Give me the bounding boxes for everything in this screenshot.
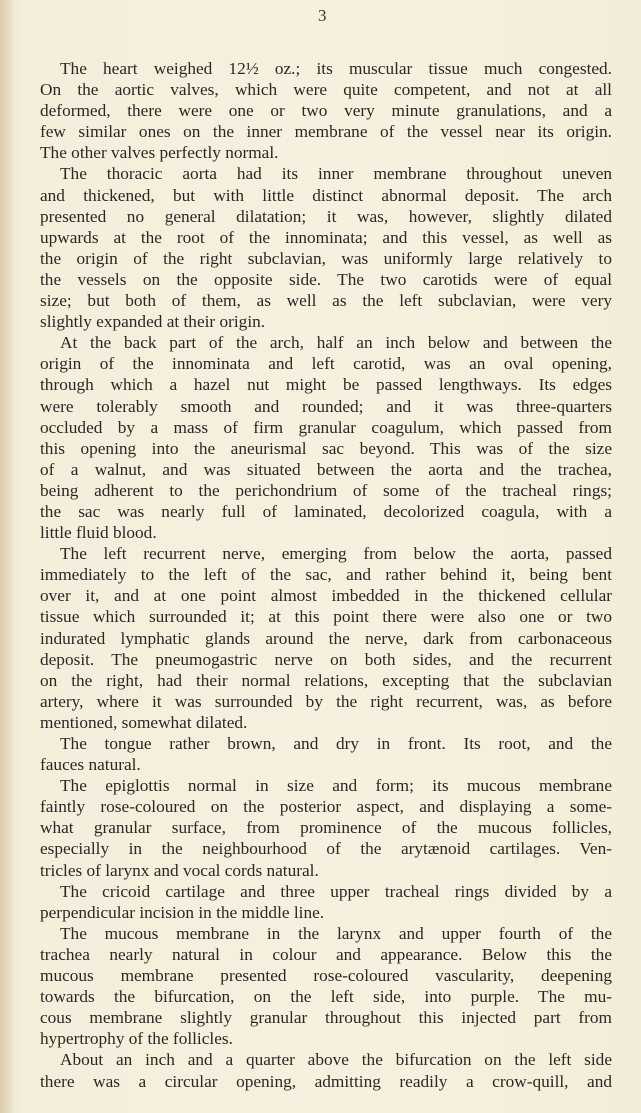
text-line: The cricoid cartilage and three upper tracheal rings divided by a [60, 881, 612, 901]
text-line: cous membrane slightly granular throughout this injected part from [40, 1008, 612, 1028]
text-line: few similar ones on the inner membrane of the vessel near its origin. [40, 122, 612, 142]
text-line: tricles of larynx and vocal cords natural. [40, 860, 319, 880]
text-line: slightly expanded at their origin. [40, 312, 266, 332]
text-line: The thoracic aorta had its inner membrane throughout uneven [60, 164, 612, 184]
binding-shadow [0, 0, 14, 1113]
page-number: 3 [318, 6, 327, 25]
text-line: deformed, there were one or two very minute granulations, and a [40, 101, 612, 121]
text-line: The left recurrent nerve, emerging from below the aorta, passed [60, 544, 612, 564]
body-text [40, 58, 612, 1092]
text-line: The other valves perfectly normal. [40, 143, 279, 163]
text-line: over it, and at one point almost imbedded in the thickened cellular [40, 586, 612, 606]
text-line: what granular surface, from prominence of the mucous follicles, [40, 818, 612, 838]
text-line: The mucous membrane in the larynx and upper fourth of the [60, 923, 612, 943]
paragraph [40, 1049, 612, 1091]
text-line: upwards at the root of the innominata; and this vessel, as well as [40, 227, 612, 247]
text-line: deposit. The pneumogastric nerve on both sides, and the recurrent [40, 649, 612, 669]
text-line: the origin of the right subclavian, was uniformly large relatively to [40, 248, 612, 268]
text-line: origin of the innominata and left carotid, was an oval opening, [40, 354, 612, 374]
text-line: and thickened, but with little distinct abnormal deposit. The arch [40, 185, 612, 205]
paragraph [40, 163, 612, 332]
text-line: About an inch and a quarter above the bifurcation on the left side [60, 1050, 612, 1070]
text-line: size; but both of them, as well as the left subclavian, were very [40, 291, 612, 311]
text-line: occluded by a mass of firm granular coagulum, which passed from [40, 417, 612, 437]
paragraph [40, 775, 612, 880]
text-line: being adherent to the perichondrium of some of the tracheal rings; [40, 480, 612, 500]
text-line: The epiglottis normal in size and form; its mucous membrane [60, 776, 612, 796]
text-line: mucous membrane presented rose-coloured vascularity, deepening [40, 966, 612, 986]
paragraph [40, 58, 612, 163]
text-line: hypertrophy of the follicles. [40, 1029, 233, 1049]
text-line: On the aortic valves, which were quite competent, and not at all [40, 80, 612, 100]
text-line: immediately to the left of the sac, and rather behind it, being bent [40, 565, 612, 585]
text-line: faintly rose-coloured on the posterior aspect, and displaying a some- [40, 797, 612, 817]
paragraph [40, 733, 612, 775]
text-line: the vessels on the opposite side. The two carotids were of equal [40, 269, 612, 289]
paragraph [40, 332, 612, 543]
text-line: the sac was nearly full of laminated, decolorized coagula, with a [40, 501, 612, 521]
text-line: The heart weighed 12½ oz.; its muscular tissue much congested. [60, 59, 612, 78]
text-line: towards the bifurcation, on the left side, into purple. The mu- [40, 987, 612, 1007]
text-line: indurated lymphatic glands around the nerve, dark from carbonaceous [40, 628, 612, 648]
text-line: tissue which surrounded it; at this point there were also one or two [40, 607, 612, 627]
text-line: At the back part of the arch, half an inch below and between the [60, 333, 612, 353]
text-line: there was a circular opening, admitting readily a crow-quill, and [40, 1071, 612, 1091]
text-line: presented no general dilatation; it was, however, slightly dilated [40, 206, 612, 226]
text-line: on the right, had their normal relations, excepting that the subclavian [40, 670, 612, 690]
paragraph [40, 543, 612, 733]
text-line: especially in the neighbourhood of the arytænoid cartilages. Ven- [40, 839, 612, 859]
text-line: The tongue rather brown, and dry in front. Its root, and the [60, 734, 612, 753]
text-line: little fluid blood. [40, 523, 157, 543]
paragraph [40, 923, 612, 1050]
text-line: through which a hazel nut might be passed lengthways. Its edges [40, 375, 612, 395]
text-line: this opening into the aneurismal sac beyond. This was of the size [40, 438, 612, 458]
text-line: trachea nearly natural in colour and appearance. Below this the [40, 944, 612, 964]
text-line: fauces natural. [40, 755, 141, 775]
text-line: were tolerably smooth and rounded; and it was three-quarters [40, 396, 612, 416]
text-line: perpendicular incision in the middle line. [40, 902, 325, 922]
text-line: artery, where it was surrounded by the right recurrent, was, as before [40, 691, 612, 711]
text-line: of a walnut, and was situated between the aorta and the trachea, [40, 459, 612, 479]
paragraph [40, 881, 612, 923]
text-line: mentioned, somewhat dilated. [40, 712, 248, 732]
